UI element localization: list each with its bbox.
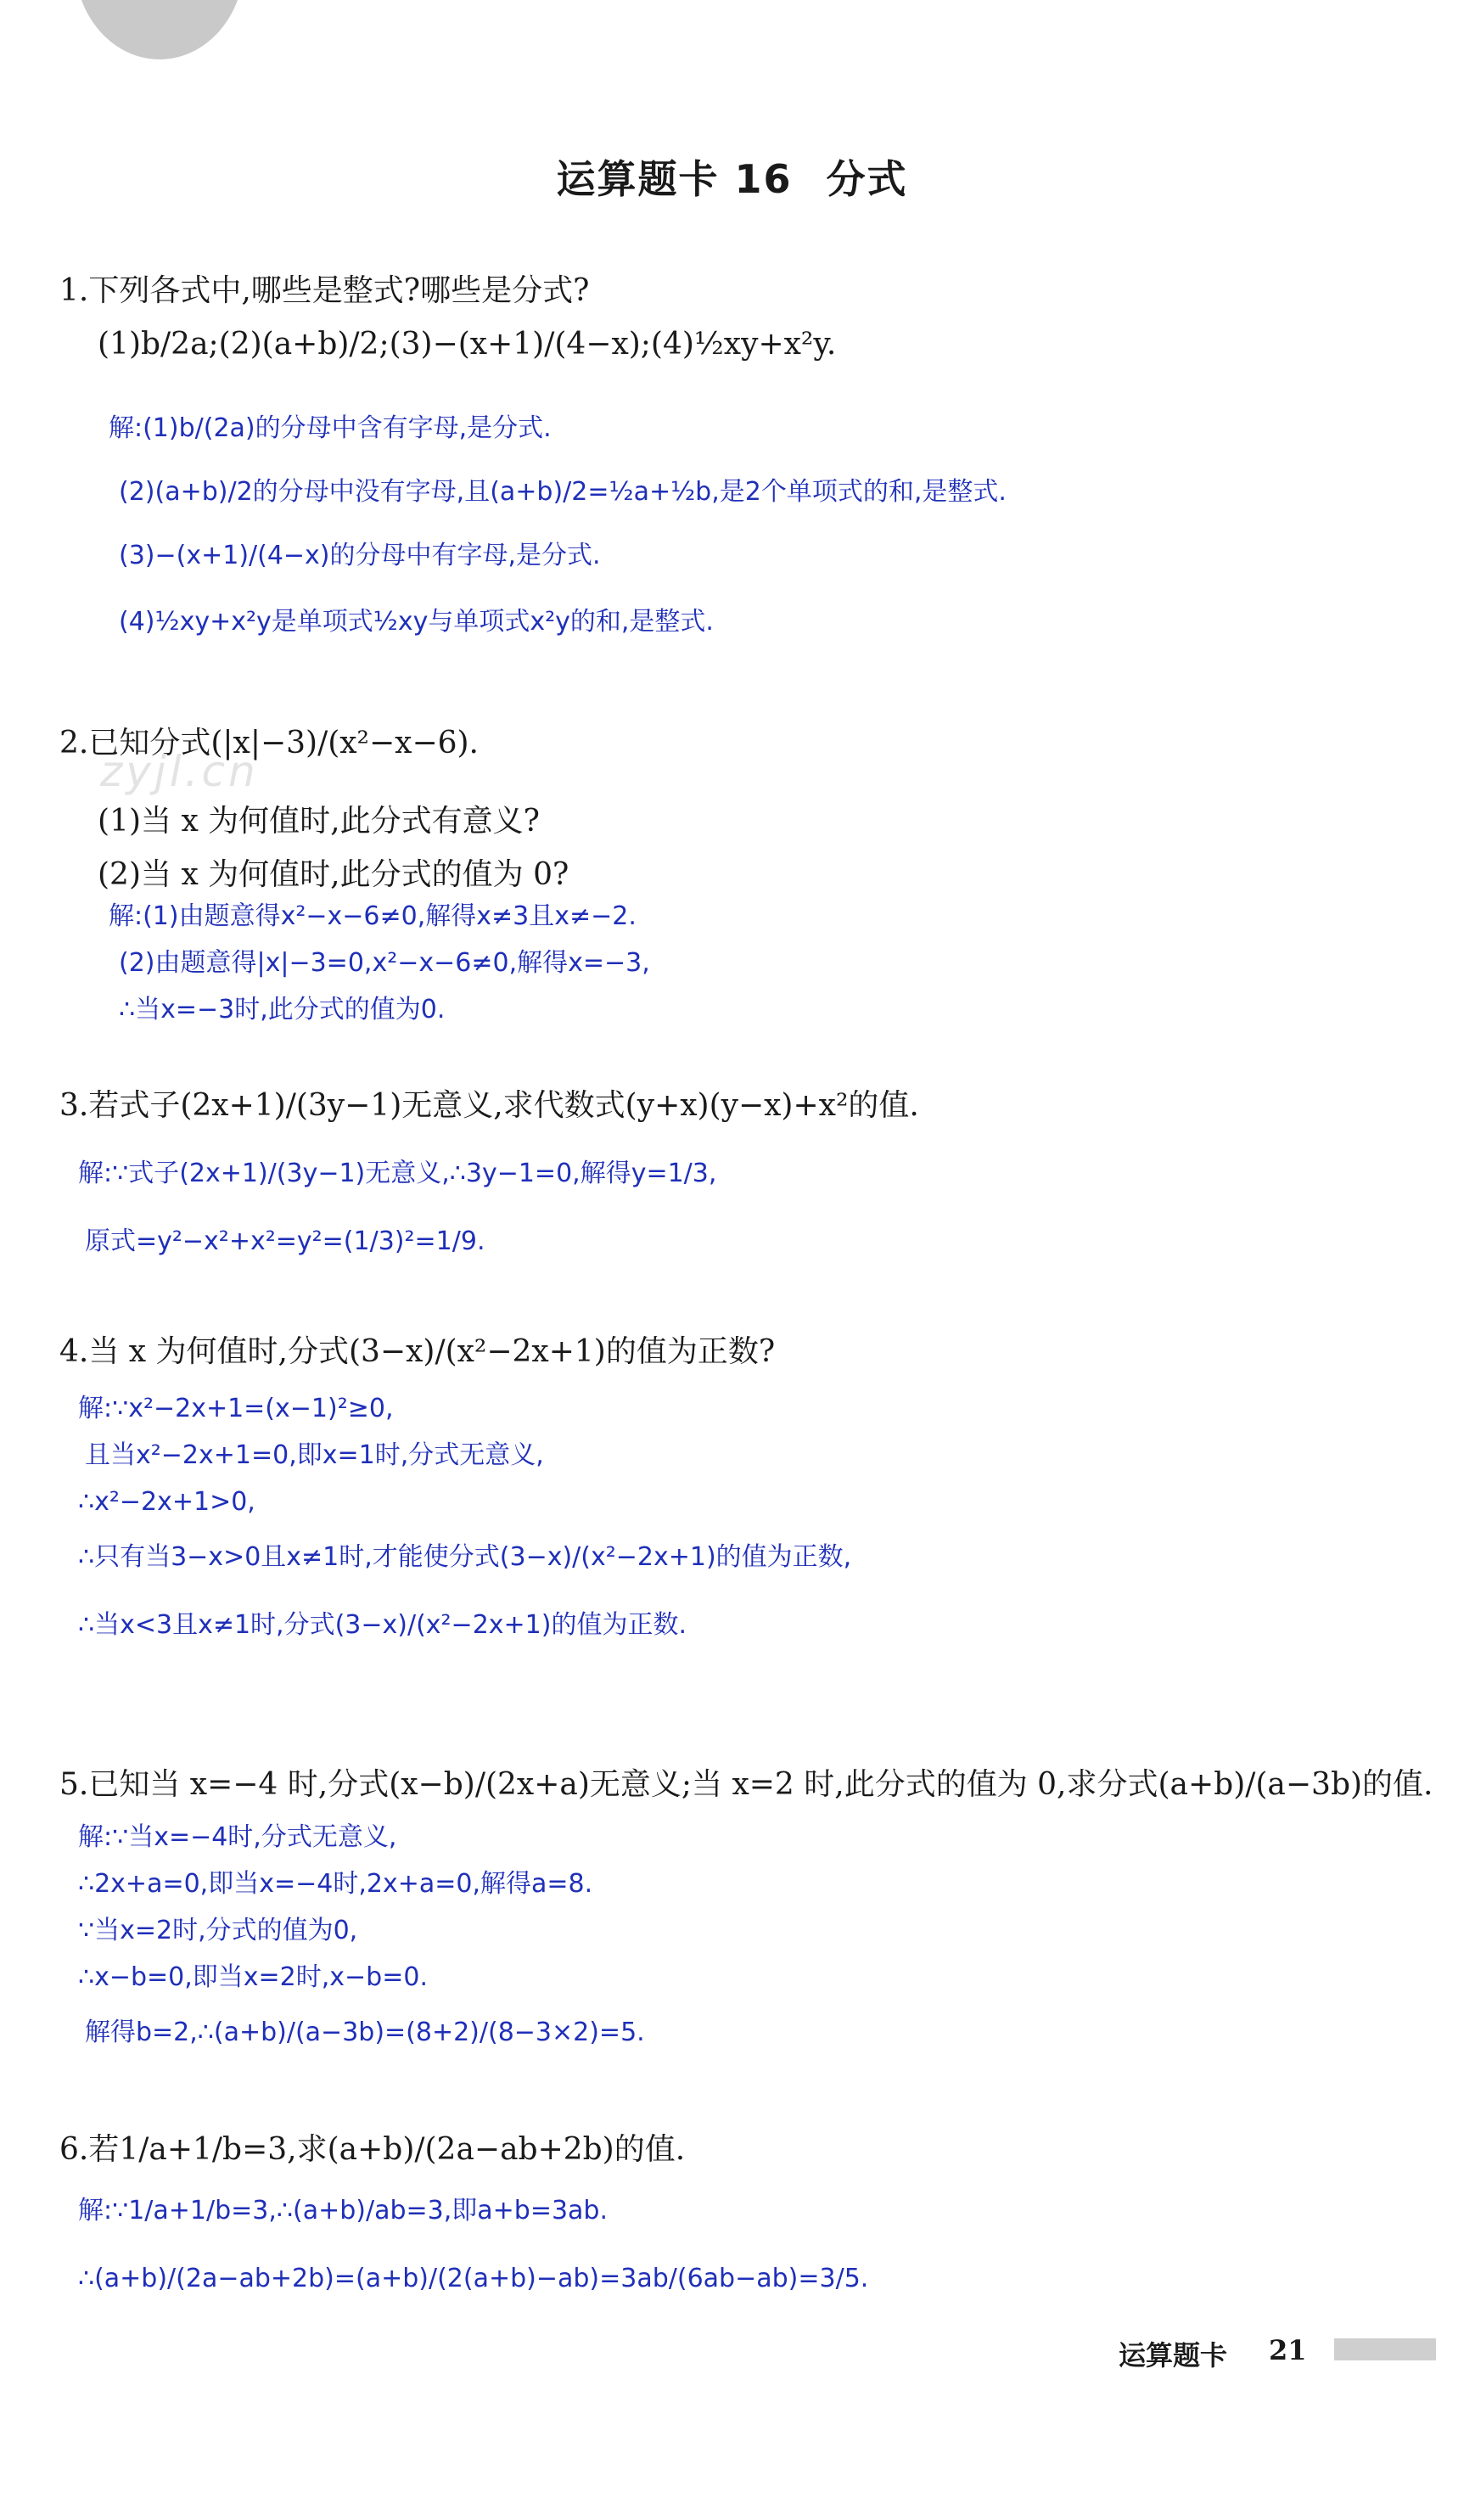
q3-answer-1: 解:∵式子(2x+1)/(3y−1)无意义,∴3y−1=0,解得y=1/3, xyxy=(78,1159,717,1188)
q5-answer-1: 解:∵当x=−4时,分式无意义, xyxy=(78,1822,397,1852)
q1-items: (1)b/2a;(2)(a+b)/2;(3)−(x+1)/(4−x);(4)½xy+x²y. xyxy=(98,327,837,362)
q5-answer-5: 解得b=2,∴(a+b)/(a−3b)=(8+2)/(8−3×2)=5. xyxy=(85,2018,645,2047)
q5-answer-2: ∴2x+a=0,即当x=−4时,2x+a=0,解得a=8. xyxy=(78,1869,593,1899)
q2-stem: 2.已知分式(|x|−3)/(x²−x−6). xyxy=(59,726,479,760)
footer-label: 运算题卡 xyxy=(1119,2339,1228,2371)
q4-answer-4: ∴只有当3−x>0且x≠1时,才能使分式(3−x)/(x²−2x+1)的值为正数, xyxy=(78,1542,852,1572)
q1-answer-2: (2)(a+b)/2的分母中没有字母,且(a+b)/2=½a+½b,是2个单项式的和,是整式. xyxy=(119,477,1007,507)
q1-answer-4: (4)½xy+x²y是单项式½xy与单项式x²y的和,是整式. xyxy=(119,607,714,637)
watermark: zyjl.cn xyxy=(100,747,259,796)
q5-stem: 5.已知当 x=−4 时,分式(x−b)/(2x+a)无意义;当 x=2 时,此分式的值为 0,求分式(a+b)/(a−3b)的值. xyxy=(59,1767,1433,1802)
q6-stem: 6.若1/a+1/b=3,求(a+b)/(2a−ab+2b)的值. xyxy=(59,2132,686,2167)
q4-answer-5: ∴当x<3且x≠1时,分式(3−x)/(x²−2x+1)的值为正数. xyxy=(78,1610,687,1640)
q3-answer-2: 原式=y²−x²+x²=y²=(1/3)²=1/9. xyxy=(85,1226,485,1256)
q2-part-1: (1)当 x 为何值时,此分式有意义? xyxy=(98,804,540,839)
q2-answer-2: (2)由题意得|x|−3=0,x²−x−6≠0,解得x=−3, xyxy=(119,948,650,978)
q2-answer-1: 解:(1)由题意得x²−x−6≠0,解得x≠3且x≠−2. xyxy=(109,901,637,931)
q4-answer-1: 解:∵x²−2x+1=(x−1)²≥0, xyxy=(78,1394,394,1423)
page-title: 运算题卡 16 分式 xyxy=(556,156,908,202)
q2-answer-3: ∴当x=−3时,此分式的值为0. xyxy=(119,995,446,1024)
q1-answer-1: 解:(1)b/(2a)的分母中含有字母,是分式. xyxy=(109,413,552,443)
q5-answer-4: ∴x−b=0,即当x=2时,x−b=0. xyxy=(78,1962,428,1992)
page-number: 21 xyxy=(1269,2334,1307,2366)
q4-answer-2: 且当x²−2x+1=0,即x=1时,分式无意义, xyxy=(85,1440,544,1470)
footer-decorative-bar xyxy=(1334,2338,1436,2360)
q4-answer-3: ∴x²−2x+1>0, xyxy=(78,1487,255,1517)
q6-answer-1: 解:∵1/a+1/b=3,∴(a+b)/ab=3,即a+b=3ab. xyxy=(78,2196,609,2225)
q6-answer-2: ∴(a+b)/(2a−ab+2b)=(a+b)/(2(a+b)−ab)=3ab/(6ab−ab)=3/5. xyxy=(78,2264,869,2293)
q1-stem: 1.下列各式中,哪些是整式?哪些是分式? xyxy=(59,273,590,308)
q4-stem: 4.当 x 为何值时,分式(3−x)/(x²−2x+1)的值为正数? xyxy=(59,1334,776,1369)
decorative-circle xyxy=(75,0,244,59)
q2-part-2: (2)当 x 为何值时,此分式的值为 0? xyxy=(98,857,569,892)
q3-stem: 3.若式子(2x+1)/(3y−1)无意义,求代数式(y+x)(y−x)+x²的值. xyxy=(59,1088,919,1123)
q1-answer-3: (3)−(x+1)/(4−x)的分母中有字母,是分式. xyxy=(119,541,601,570)
q5-answer-3: ∵当x=2时,分式的值为0, xyxy=(78,1916,358,1945)
